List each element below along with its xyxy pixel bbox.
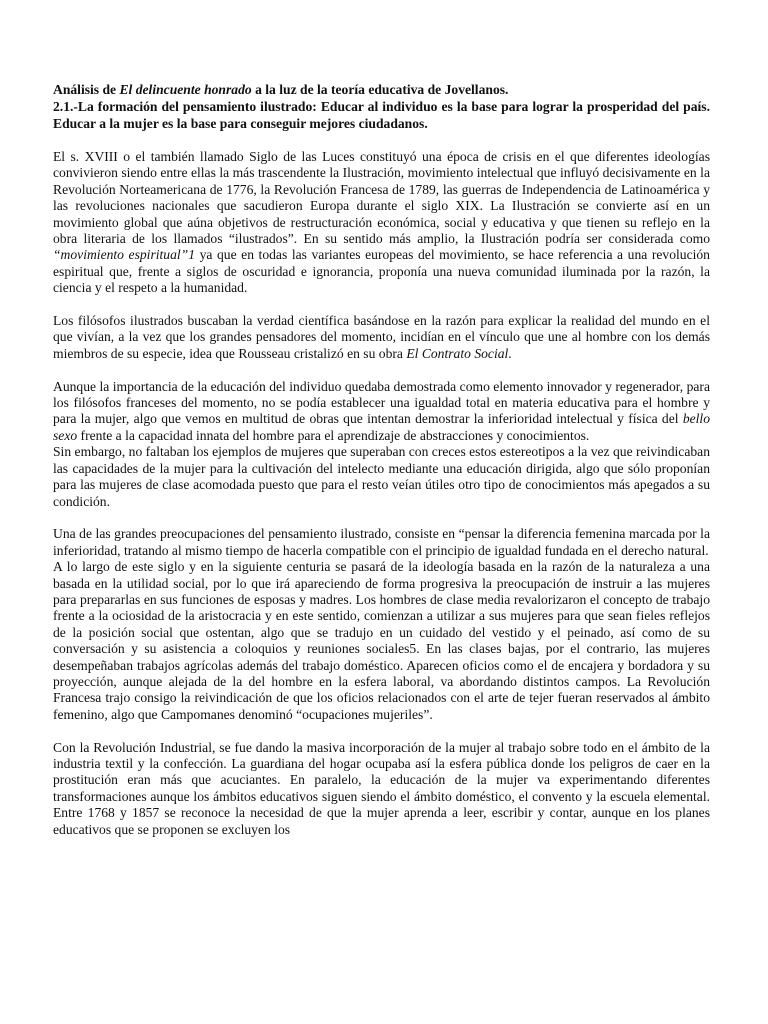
- paragraph-3-text-a: Aunque la importancia de la educación del individuo quedaba demostrada como elemento innovador y regenerador, para los filósofos franceses del momento, no se podía establecer una igualdad total en materia educativa para el hombre y para la mujer, algo que vemos en multitud de obras que intentan demostrar la inferioridad intelectual y física del: [53, 378, 710, 427]
- paragraph-3-text-b: frente a la capacidad innata del hombre para el aprendizaje de abstracciones y conocimientos.: [77, 427, 590, 443]
- paragraph-1-text-a: El s. XVIII o el también llamado Siglo de las Luces constituyó una época de crisis en el que diferentes ideologías convivieron siendo entre ellas la más trascendente la Ilustración, movimiento intelectual que influyó decisivamente en la Revolución Norteamericana de 1776, la Revolución Francesa de 1789, las guerras de Independencia de Latinoamérica y las revoluciones nacionales que sacudieron Europa durante el siglo XIX. La Ilustración se convierte así en un movimiento global que aúna objetivos de restructuración económica, social y educativa y que tienen su reflejo en la obra literaria de los llamados “ilustrados”. En su sentido más amplio, la Ilustración podría ser considerada como: [53, 149, 710, 247]
- paragraph-7: Con la Revolución Industrial, se fue dando la masiva incorporación de la mujer al trabajo sobre todo en el ámbito de la industria textil y la confección. La guardiana del hogar ocupaba así la esfera pública donde los peligros de caer en la prostitución eran más que acuciantes. En paralelo, la educación de la mujer va experimentando diferentes transformaciones aunque los ámbitos educativos siguen siendo el ámbito doméstico, el convento y la escuela elemental. Entre 1768 y 1857 se reconoce la necesidad de que la mujer aprenda a leer, escribir y contar, aunque en los planes educativos que se proponen se excluyen los: [53, 739, 710, 837]
- paragraph-1-text-b: ya que en todas las variantes europeas del movimiento, se hace referencia a una revolución espiritual que, frente a siglos de oscuridad e ignorancia, proponía una nueva comunidad iluminada por la razón, la ciencia y el respeto a la humanidad.: [53, 247, 710, 296]
- paragraph-2-text-a: Los filósofos ilustrados buscaban la verdad científica basándose en la razón para explicar la realidad del mundo en el que vivían, a la vez que los grandes pensadores del momento, incidían en el vínculo que une al hombre con los demás miembros de su especie, idea que Rousseau cristalizó en su obra: [53, 313, 710, 361]
- paragraph-3-emphasis: bello sexo: [53, 411, 710, 443]
- section-title: 2.1.-La formación del pensamiento ilustrado: Educar al individuo es la base para lograr la prosperidad del país. Educar a la mujer es la base para conseguir mejores ciudadanos.: [53, 99, 710, 131]
- paragraph-1: [53, 149, 710, 297]
- heading-post: a la luz de la teoría educativa de Jovellanos.: [251, 82, 509, 97]
- document-heading: [53, 81, 710, 98]
- paragraph-4: Sin embargo, no faltaban los ejemplos de mujeres que superaban con creces estos estereotipos a la vez que reivindicaban las capacidades de la mujer para la cultivación del intelecto mediante una educación dirigida, algo que sólo proponían para las mujeres de clase acomodada puesto que para el resto veían útiles otro tipo de conocimientos más apegados a su condición.: [53, 444, 710, 509]
- paragraph-5: Una de las grandes preocupaciones del pensamiento ilustrado, consiste en “pensar la diferencia femenina marcada por la inferioridad, tratando al mismo tiempo de hacerla compatible con el principio de igualdad fundada en el derecho natural.: [53, 526, 710, 558]
- heading-work-title: El delincuente honrado: [119, 82, 252, 97]
- paragraph-6: A lo largo de este siglo y en la siguiente centuria se pasará de la ideología basada en la razón de la naturaleza a una basada en la utilidad social, por lo que irá apareciendo de forma progresiva la preocupación de instruir a las mujeres para prepararlas en sus funciones de esposas y madres. Los hombres de clase media revalorizaron el concepto de trabajo frente a la ociosidad de la aristocracia y en este sentido, comienzan a utilizar a sus mujeres para que sean fieles reflejos de la posición social que ostentan, algo que se tradujo en un cuidado del vestido y el peinado, así como de su conversación y su asistencia a coloquios y reuniones sociales5. En las clases bajas, por el contrario, las mujeres desempeñaban trabajos agrícolas además del trabajo doméstico. Aparecen oficios como el de encajera y bordadora y su proyección, aunque alejada de la del hombre en la esfera laboral, va abordando distintos campos. La Revolución Francesa trajo consigo la reivindicación de que los oficios relacionados con el arte de tejer fueran reservados al ámbito femenino, algo que Campomanes denominó “ocupaciones mujeriles”.: [53, 559, 710, 722]
- heading-pre: Análisis de: [53, 82, 120, 97]
- paragraph-3: [53, 379, 710, 445]
- paragraph-1-emphasis: “movimiento espiritual”1: [53, 247, 196, 263]
- paragraph-2-text-b: .: [508, 345, 512, 361]
- paragraph-2: [53, 313, 710, 362]
- paragraph-2-emphasis: El Contrato Social: [406, 345, 509, 361]
